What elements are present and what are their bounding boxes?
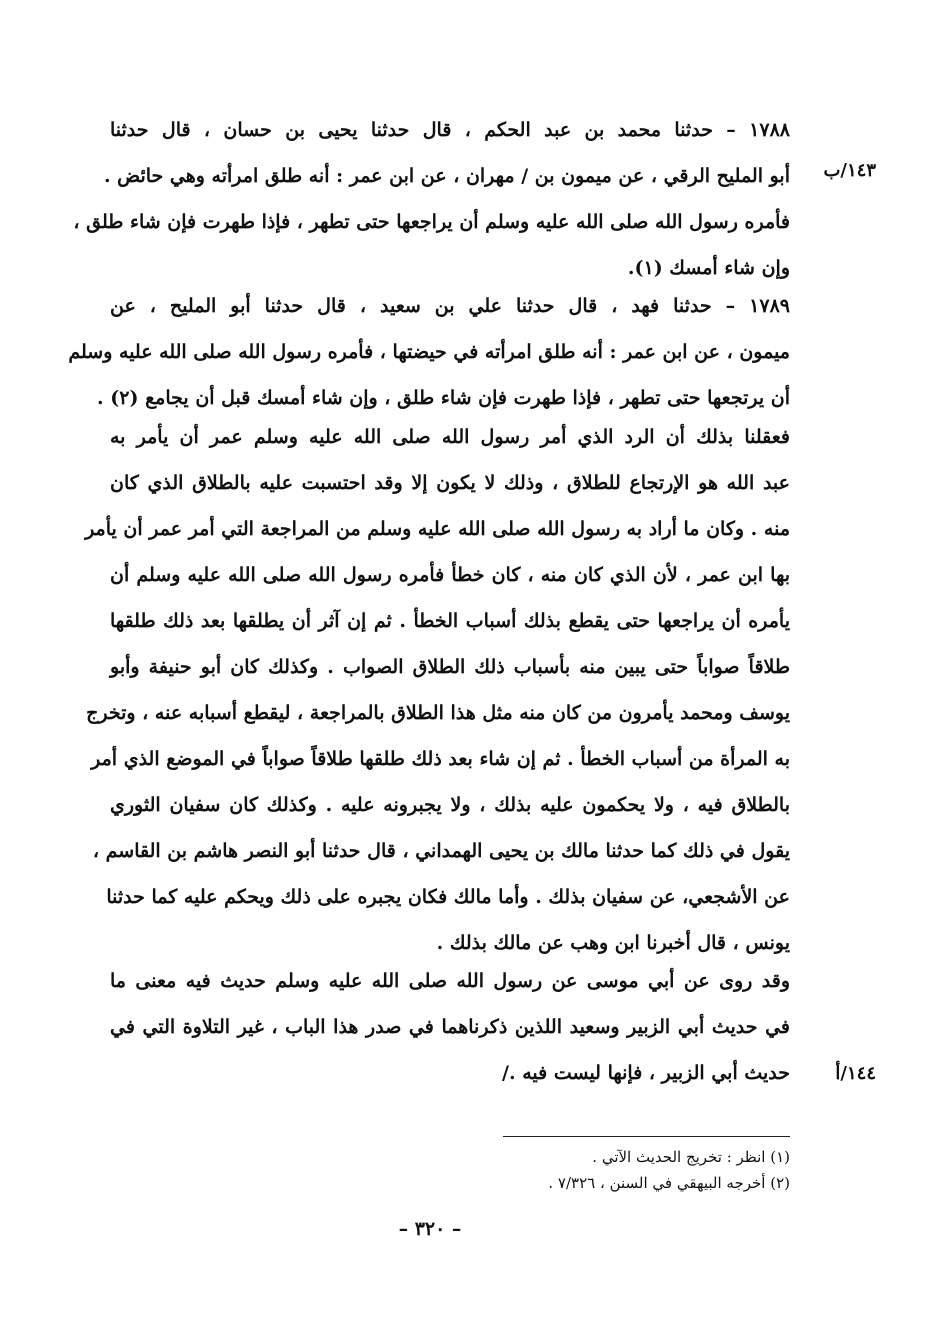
text-line: طلاقاً صواباً حتى يبين منه بأسباب ذلك الطلاق الصواب . وكذلك كان أبو حنيفة وأبو: [110, 656, 790, 678]
footnote-2: (٢) أخرجه البيهقي في السنن ، ٧/٣٢٦ .: [548, 1174, 790, 1192]
commentary-paragraph: [85, 414, 791, 966]
text-line: بها ابن عمر ، لأن الذي كان منه ، كان خطأ فأمره رسول الله صلى الله عليه وسلم أن: [110, 564, 790, 586]
text-line: عن الأشجعي، عن سفيان بذلك . وأما مالك فكان يجبره على ذلك ويحكم عليه كما حدثنا: [106, 886, 790, 908]
text-line: فأمره رسول الله صلى الله عليه وسلم أن يراجعها حتى تطهر ، فإذا طهرت فإن شاء طلق ،: [73, 211, 790, 233]
footnote-separator: [503, 1136, 790, 1137]
footnote-1: (١) انظر : تخريج الحديث الآتي .: [592, 1148, 790, 1166]
text-line: حديث أبي الزبير ، فإنها ليست فيه ./: [502, 1062, 790, 1084]
text-line: ١٧٨٩ – حدثنا فهد ، قال حدثنا علي بن سعيد ، قال حدثنا أبو المليح ، عن: [110, 295, 790, 317]
text-line: يأمره أن يراجعها حتى يقطع بذلك أسباب الخطأ . ثم إن آثر أن يطلقها بعد ذلك طلقها: [110, 610, 790, 632]
hadith-1788-paragraph: [73, 107, 790, 291]
text-line: أن يرتجعها حتى تطهر ، فإذا طهرت فإن شاء طلق ، وإن شاء أمسك قبل أن يجامع (٢) .: [97, 387, 790, 409]
abu-musa-paragraph: [110, 958, 790, 1096]
folio-marker-143b: ١٤٣/ب: [823, 160, 876, 181]
folio-marker-144a: ١٤٤/أ: [835, 1063, 876, 1084]
text-line: يقول في ذلك كما حدثنا مالك بن يحيى الهمداني ، قال حدثنا أبو النصر هاشم بن القاسم ،: [92, 840, 790, 862]
text-line: فعقلنا بذلك أن الرد الذي أمر رسول الله صلى الله عليه وسلم عمر أن يأمر به: [110, 426, 790, 448]
text-line: أبو المليح الرقي ، عن ميمون بن / مهران ، عن ابن عمر : أنه طلق امرأته وهي حائض .: [103, 165, 790, 187]
text-line: ميمون ، عن ابن عمر : أنه طلق امرأته في حيضتها ، فأمره رسول الله صلى الله عليه وسلم: [68, 341, 790, 363]
text-line: عبد الله هو الإرتجاع للطلاق ، وذلك لا يكون إلا وقد احتسبت عليه بالطلاق الذي كان: [110, 472, 790, 494]
text-line: وقد روى عن أبي موسى عن رسول الله صلى الله عليه وسلم حديث فيه معنى ما: [110, 970, 790, 992]
text-line: به المرأة من أسباب الخطأ . ثم إن شاء بعد ذلك طلقها طلاقاً صواباً في الموضع الذي أمر: [91, 748, 790, 770]
text-line: يوسف ومحمد يأمرون من كان منه مثل هذا الطلاق بالمراجعة ، ليقطع أسبابه عنه ، وتخرج: [86, 702, 790, 724]
text-line: منه . وكان ما أراد به رسول الله صلى الله عليه وسلم من المراجعة التي أمر عمر أن يأمر: [85, 518, 790, 540]
text-line: وإن شاء أمسك (١).: [627, 257, 790, 279]
footnotes: [420, 1144, 790, 1196]
text-line: ١٧٨٨ – حدثنا محمد بن عبد الحكم ، قال حدثنا يحيى بن حسان ، قال حدثنا: [110, 119, 790, 141]
text-line: في حديث أبي الزبير وسعيد اللذين ذكرناهما في صدر هذا الباب ، غير التلاوة التي في: [110, 1016, 790, 1038]
text-line: يونس ، قال أخبرنا ابن وهب عن مالك بذلك .: [436, 932, 790, 954]
hadith-1789-paragraph: [68, 283, 790, 421]
page-number: – ٣٢٠ –: [398, 1218, 462, 1240]
text-line: بالطلاق فيه ، ولا يحكمون عليه بذلك ، ولا يجبرونه عليه . وكذلك كان سفيان الثوري: [110, 794, 791, 816]
